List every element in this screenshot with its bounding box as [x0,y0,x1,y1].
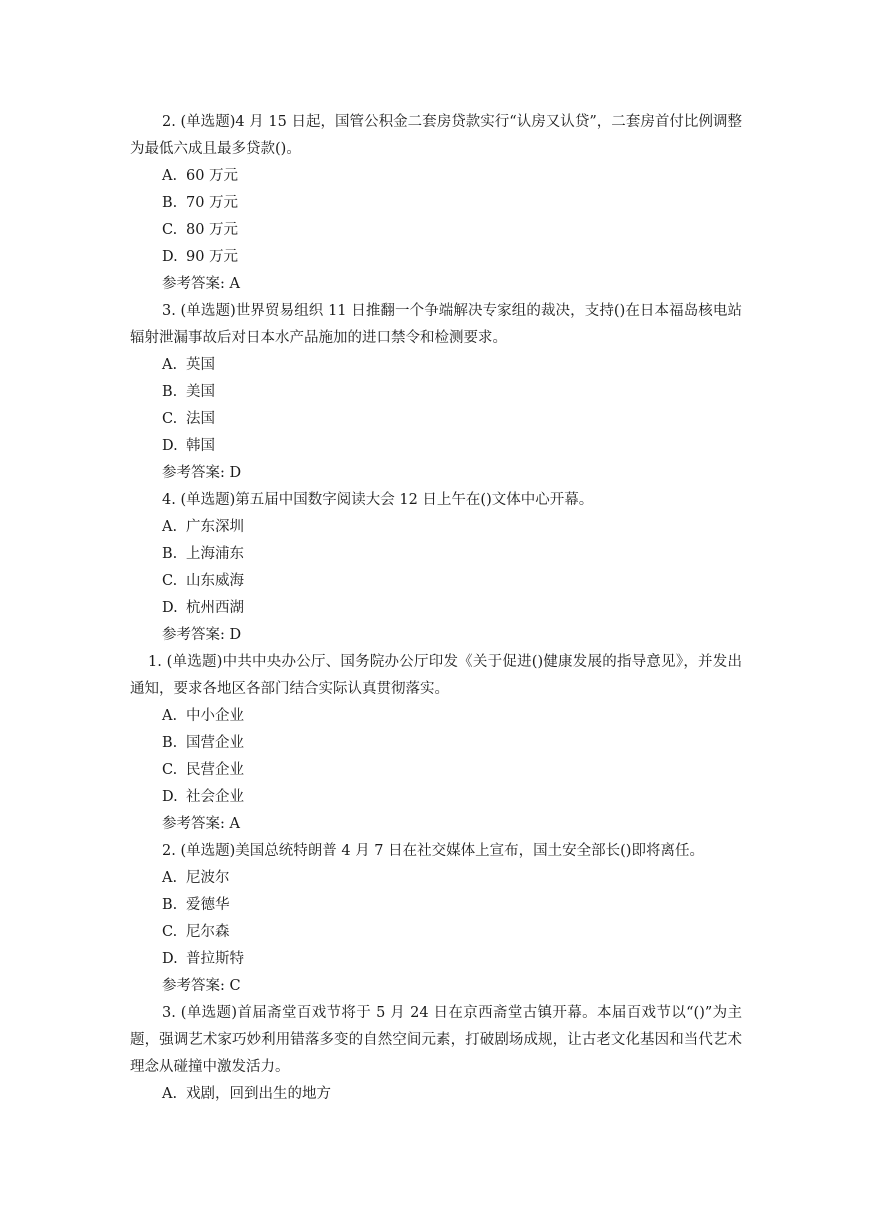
question-block [0,487,869,649]
option-b: B. 爱德华 [162,897,230,913]
question-stem: 4. (单选题)第五届中国数字阅读大会 12 日上午在()文体中心开幕。 [162,492,594,508]
option-a: A. 中小企业 [162,708,244,724]
question-stem: 2. (单选题)美国总统特朗普 4 月 7 日在社交媒体上宣布，国土安全部长()即将离任。 [162,843,704,859]
reference-answer: 参考答案: A [162,816,240,832]
option-c: C. 民营企业 [162,762,244,778]
option-a: A. 英国 [162,357,215,373]
reference-answer: 参考答案: C [162,978,241,994]
option-d: D. 杭州西湖 [162,600,244,616]
option-a: A. 60 万元 [162,168,239,184]
question-block [0,649,869,838]
reference-answer: 参考答案: D [162,627,242,643]
option-b: B. 美国 [162,384,215,400]
question-block [0,838,869,1000]
option-a: A. 广东深圳 [162,519,244,535]
option-c: C. 法国 [162,411,215,427]
question-block [0,109,869,298]
option-b: B. 上海浦东 [162,546,244,562]
option-c: C. 尼尔森 [162,924,230,940]
option-b: B. 国营企业 [162,735,244,751]
reference-answer: 参考答案: D [162,465,242,481]
option-d: D. 90 万元 [162,249,239,265]
option-d: D. 普拉斯特 [162,951,244,967]
question-stem: 3. (单选题)首届斋堂百戏节将于 5 月 24 日在京西斋堂古镇开幕。本届百戏节以“()”为主题，强调艺术家巧妙利用错落多变的自然空间元素，打破剧场成规，让古老文化基因和当代艺术理念从碰撞中激发活力。 [130,1005,742,1075]
question-stem: 1. (单选题)中共中央办公厅、国务院办公厅印发《关于促进()健康发展的指导意见》，并发出通知，要求各地区各部门结合实际认真贯彻落实。 [130,654,742,697]
option-d: D. 韩国 [162,438,215,454]
option-a: A. 戏剧，回到出生的地方 [162,1086,331,1102]
question-stem: 3. (单选题)世界贸易组织 11 日推翻一个争端解决专家组的裁决，支持()在日本福岛核电站辐射泄漏事故后对日本水产品施加的进口禁令和检测要求。 [130,303,742,346]
option-d: D. 社会企业 [162,789,244,805]
reference-answer: 参考答案: A [162,276,240,292]
option-b: B. 70 万元 [162,195,239,211]
option-c: C. 山东威海 [162,573,244,589]
option-c: C. 80 万元 [162,222,239,238]
option-a: A. 尼波尔 [162,870,230,886]
question-block [0,1000,869,1108]
question-stem: 2. (单选题)4 月 15 日起，国管公积金二套房贷款实行“认房又认贷”，二套房首付比例调整为最低六成且最多贷款()。 [130,114,742,157]
question-block [0,298,869,487]
